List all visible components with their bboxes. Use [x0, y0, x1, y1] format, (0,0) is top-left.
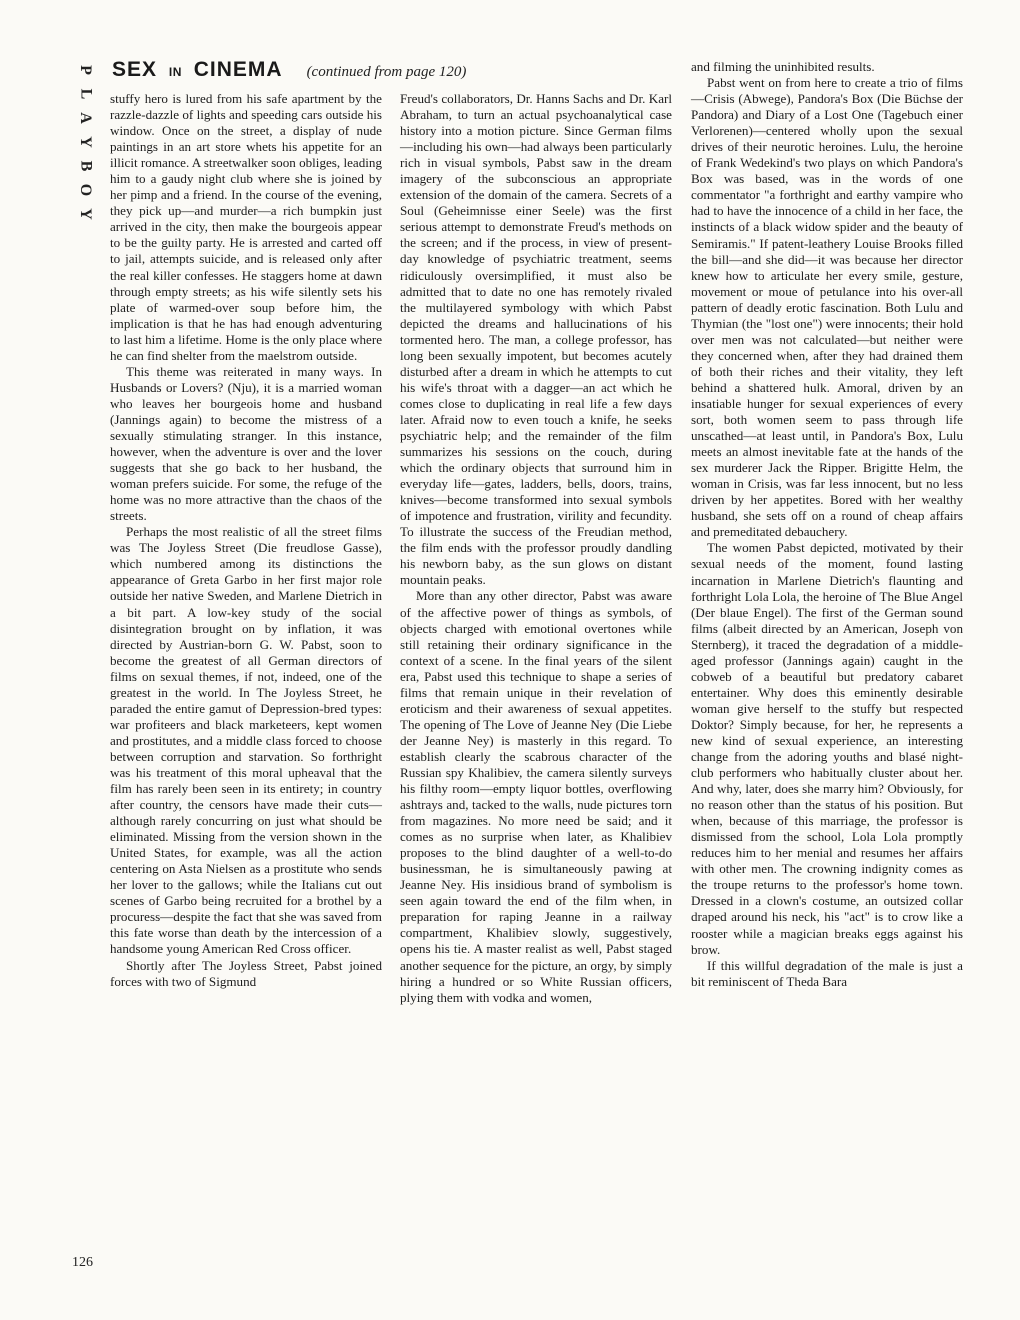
paragraph: More than any other director, Pabst was aware of the affective power of things as symbols, of objects charged with emotional overtones while still retaining their ordinary significance in the context of a scene. In the final years of the silent era, Pabst used this technique to shape a series of films that remain unique in their revelation of eroticism and their awareness of sexual appetites. The opening of The Love of Jeanne Ney (Die Liebe der Jeanne Ney) is masterly in this regard. To establish clearly the scabrous character of the Russian spy Khalibiev, the camera silently surveys his filthy room—empty liquor bottles, overflowing ashtrays and, tacked to the walls, nude pictures torn from magazines. No more need be said; and it comes as no surprise when later, as Khalibiev proposes to the blind daughter of a well-to-do businessman, he is simultaneously pawing at Jeanne Ney. His insidious brand of symbolism is seen again toward the end of the film when, in preparation for raping Jeanne in a railway compartment, Khalibiev slowly, suggestively, opens his tie. A master realist as well, Pabst staged another sequence for the picture, an orgy, by simply hiring a hundred or so White Russian officers, plying them with vodka and women, [400, 588, 672, 1005]
paragraph: This theme was reiterated in many ways. In Husbands or Lovers? (Nju), it is a married woman who leaves her bourgeois home and husband (Jannings again) to become the mistress of a sexually stimulating stranger. In this instance, however, when the adventure is over and the lover suggests that she go back to her husband, the woman prefers suicide. For some, the refuge of the home was no more attractive than the chaos of the streets. [110, 363, 382, 524]
title-part-sex: SEX [112, 58, 158, 81]
article-header [112, 58, 672, 88]
title-part-in: IN [168, 65, 182, 79]
masthead-letter: L [76, 88, 94, 100]
masthead-letter: P [77, 65, 94, 75]
continued-note: (continued from page 120) [306, 64, 467, 80]
masthead-letter: Y [77, 136, 94, 148]
text-column-3 [691, 59, 963, 990]
paragraph: If this willful degradation of the male is just a bit reminiscent of Theda Bara [691, 957, 963, 989]
masthead-letter: O [76, 183, 94, 197]
article-title [112, 58, 283, 82]
masthead-letter: B [76, 160, 94, 172]
paragraph: and filming the uninhibited results. [691, 59, 875, 74]
title-part-cinema: CINEMA [193, 58, 283, 81]
paragraph: Perhaps the most realistic of all the street films was The Joyless Street (Die freudlose Gasse), which numbered among its distinctions the appearance of Greta Garbo in her first major role outside her native Sweden, and Marlene Dietrich in a bit part. A low-key study of the social disintegration brought on by inflation, it was directed by Austrian-born G. W. Pabst, soon to become the greatest of all German directors of films on sexual themes, if not, indeed, one of the greatest in the world. In The Joyless Street, he paraded the entire gamut of Depression-bred types: war profiteers and black marketeers, kept women and prostitutes, and a middle class forced to choose between corruption and starvation. So forthright was his treatment of this moral upheaval that the film has rarely been seen in its entirety; in country after country, the censors have made their cuts—although rarely concurring on just what should be eliminated. Missing from the version shown in the United States, for example, was all the action centering on Asta Nielsen as a prostitute who sends her lover to the gallows; while the Italians cut out scenes of Garbo being recruited for a brothel by a procuress—despite the fact that she was saved from this fate worse than death by the intercession of a handsome young American Red Cross officer. [110, 524, 382, 957]
paragraph: The women Pabst depicted, motivated by their sexual needs of the moment, found lasting incarnation in Marlene Dietrich's flaunting and forthright Lola Lola, the heroine of The Blue Angel (Der blaue Engel). The first of the German sound films (albeit directed by an American, Joseph von Sternberg), it traced the degradation of a middle-aged professor (Jannings again) caught in the cobweb of a beautiful but predatory cabaret entertainer. Why does this eminently desirable woman give herself to the stuffy but respected Doktor? Simply because, for her, he represents a new kind of sexual experience, an interesting change from the adoring youths and blasé night-club performers who habitually cluster about her. And why, later, does she marry him? Obviously, for no reason other than the status of his position. But when, because of this marriage, the professor is dismissed from the school, Lola Lola promptly reduces him to her menial and resumes her affairs with other men. The crowning indignity comes as the troupe returns to the professor's home town. Dressed in a clown's costume, an outsized collar draped around his neck, his "act" is to crow like a rooster while a magician breaks eggs against his brow. [691, 540, 963, 957]
masthead-letter: Y [77, 208, 94, 220]
masthead-letter: A [77, 112, 94, 124]
paragraph: Shortly after The Joyless Street, Pabst joined forces with two of Sigmund [110, 957, 382, 989]
paragraph: Freud's collaborators, Dr. Hanns Sachs and Dr. Karl Abraham, to turn an actual psychoanalytical case history into a motion picture. Since German films—including his own—had always been particularly rich in visual symbols, Pabst saw in the dream imagery of the subconscious an appropriate extension of the domain of the camera. Secrets of a Soul (Geheimnisse einer Seele) was the first serious attempt to demonstrate Freud's methods on the screen; and if the process, in view of present-day knowledge of psychiatric treatment, seems ridiculously oversimplified, it must also be admitted that to date no one has remotely rivaled the multilayered symbology with which Pabst depicted the dreams and hallucinations of his tormented hero. The man, a college professor, has long been sexually impotent, but becomes acutely disturbed after a dream in which he attempts to cut his wife's throat with a dagger—an act which he comes close to duplicating in real life a few days later. Afraid now to even touch a knife, he seeks psychiatric help; and the remainder of the film summarizes his sessions on the couch, during which the ordinary objects that surround him in everyday life—gates, ladders, bells, doors, trains, knives—become transformed into sexual symbols of impotence and frustration, virility and fecundity. To illustrate the success of the Freudian method, the film ends with the professor proudly dandling his newborn baby, as the sun glows on distant mountain peaks. [400, 91, 672, 588]
text-column-1 [110, 91, 382, 990]
magazine-masthead-vertical [70, 58, 100, 238]
paragraph: stuffy hero is lured from his safe apartment by the razzle-dazzle of lights and speeding cars outside his window. Once on the street, a display of nude paintings in an art store whets his appetite for an illicit romance. A streetwalker soon obliges, leading him to a gaudy night club where she is joined by her pimp and a friend. In the course of the evening, they pick up—and murder—a rich bumpkin just arrived in the city, then make the bourgeois appear to be the guilty party. He is arrested and carted off to jail, attempts suicide, and is released only after the real killer confesses. He staggers home at dawn through empty streets; as his wife silently sets his plate of warmed-over soup before him, the implication is that he has had enough adventuring to last him a lifetime. Home is the only place where he can find shelter from the maelstrom outside. [110, 91, 382, 363]
text-column-2 [400, 91, 672, 1006]
paragraph: Pabst went on from here to create a trio of films—Crisis (Abwege), Pandora's Box (Die Büchse der Pandora) and Diary of a Lost One (Tagebuch einer Verlorenen)—centered wholly upon the sexual drives of their neurotic heroines. Lulu, the heroine of Frank Wedekind's two plays on which Pandora's Box was based, was in the words of one commentator "a forthright and earthy vampire who had to have the innocence of a child in her face, the instincts of a black widow spider and the beauty of Semiramis." If patent-leathery Louise Brooks filled the bill—and she did—it was because her director knew how to articulate her every smile, gesture, movement or moue of petulance into his over-all pattern of deadly erotic fascination. Both Lulu and Thymian (the "lost one") were innocents; their hold over men was not calculated—but neither were they concerned when, after they had drained them of both their riches and their vitality, they left behind a shattered hulk. Amoral, driven by an insatiable hunger for sexual experiences of every sort, both women seem to pass through life unscathed—at least until, in Pandora's Box, Lulu meets an almost inevitable fate at the hands of the sex murderer Jack the Ripper. Brigitte Helm, the woman in Crisis, was far less innocent, but no less driven by her appetites. Bored with her wealthy husband, she sets off on a round of cheap affairs and premeditated debauchery. [691, 75, 963, 540]
page-number: 126 [72, 1255, 93, 1270]
